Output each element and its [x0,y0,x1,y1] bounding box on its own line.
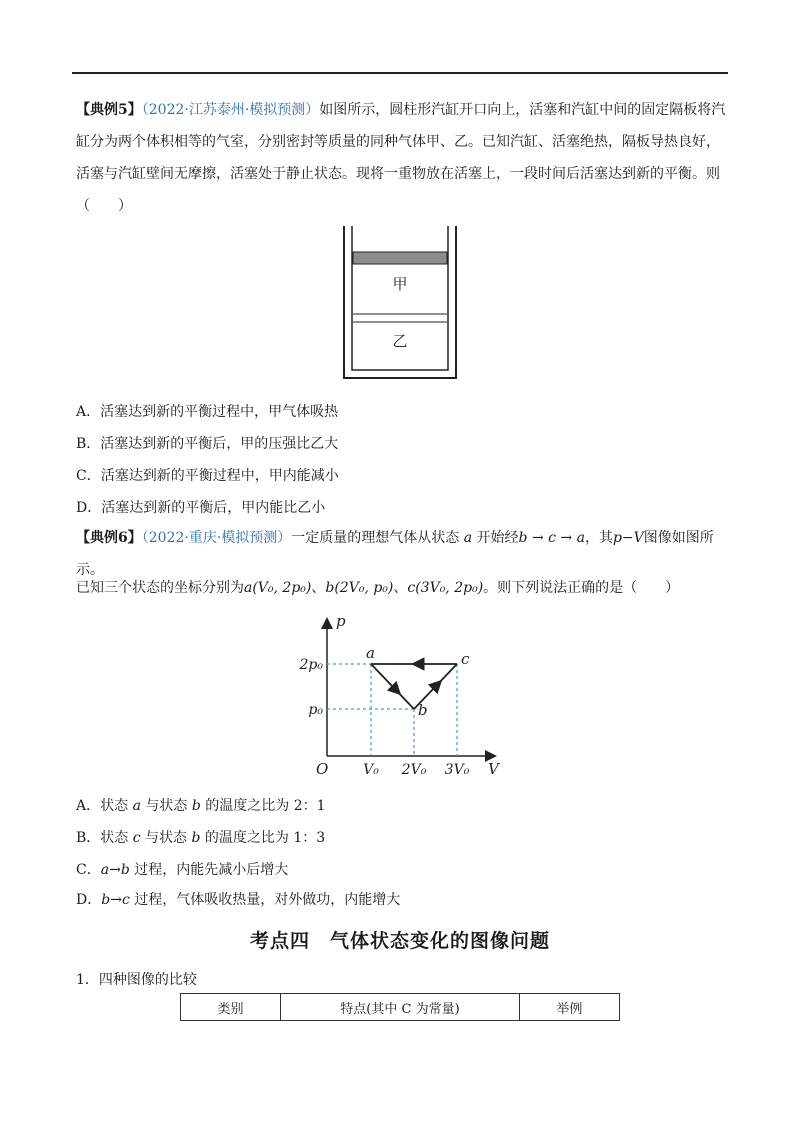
cylinder-outer-wall [344,226,456,378]
cylinder-figure [330,222,470,382]
example5-source: （2022·江苏泰州·模拟预测） [141,102,320,118]
point-c-label: c [461,650,470,668]
example6-option-a [76,796,326,816]
opt-c-v2: b [120,862,130,878]
tick-2v0: 2V₀ [401,762,427,778]
example6-state-a: a [463,530,473,546]
opt-b-mid: 与状态 [140,830,192,846]
arrow-b-to-c [431,684,438,691]
gas-label-upper: 甲 [392,275,408,293]
example6-stem-b: 开始经 [476,530,519,546]
tick-v0: V₀ [363,762,379,778]
example6-line2 [76,572,736,604]
opt-c-pre: C． [76,862,101,878]
opt-d-v2: c [121,892,130,908]
guide-lines [327,664,457,756]
example6-stem-d: 图像如图所示。 [76,530,714,578]
example5-option-b: B．活塞达到新的平衡后，甲的压强比乙大 [76,436,339,452]
example5-text1: 如图所示，圆柱形汽缸开口向上，活塞和汽缸中间的固定隔板将汽 [319,102,726,118]
table-header-features: 特点(其中 C 为常量) [281,994,520,1021]
example5-option-a: A．活塞达到新的平衡过程中，甲气体吸热 [76,404,339,420]
coord-a: a(V₀, 2p₀) [244,580,312,596]
sep-2: 、 [393,580,408,596]
example6-source: （2022·重庆·模拟预测） [141,530,292,546]
tick-2p0: 2p₀ [299,657,323,673]
opt-b-v2: b [191,830,201,846]
example6-tag: 【典例6】 [76,530,142,546]
opt-a-post: 的温度之比为 2：1 [200,798,326,814]
tick-p0: p₀ [308,702,323,718]
opt-a-v2: b [191,798,201,814]
opt-a-pre: A．状态 [76,798,133,814]
opt-b-v1: c [132,830,141,846]
example5-line2: 缸分为两个体积相等的气室，分别密封等质量的同种气体甲、乙。已知汽缸、活塞绝热，隔板导热良好， [76,134,720,150]
example5-paren: （ ） [76,198,132,214]
point-b-label: b [418,701,428,719]
opt-a-v1: a [132,798,141,814]
example5-option-d: D．活塞达到新的平衡后，甲内能比乙小 [76,500,326,516]
tick-3v0: 3V₀ [444,762,470,778]
example6-line2-a: 已知三个状态的坐标分别为 [76,580,244,596]
section-item-1: 1．四种图像的比较 [76,972,197,988]
opt-b-pre: B．状态 [76,830,133,846]
sep-1: 、 [311,580,326,596]
section-heading: 考点四 气体状态变化的图像问题 [249,930,550,952]
piston [353,252,447,264]
example6-option-b [76,828,325,848]
opt-b-post: 的温度之比为 1：3 [200,830,326,846]
arrow-a-to-b [390,684,397,691]
example5-line3: 活塞与汽缸壁间无摩擦，活塞处于静止状态。现将一重物放在活塞上，一段时间后活塞达到新的平衡。则 [76,166,720,182]
example5-line1 [76,94,736,126]
opt-c-post: 过程，内能先减小后增大 [129,862,289,878]
p-axis-label: p [336,612,346,630]
table-header-examples: 举例 [519,994,619,1021]
example6-option-c [76,860,288,880]
example6-stem-c: ，其 [584,530,613,546]
example6-pv: p−V [612,530,644,546]
point-a-label: a [366,644,375,662]
example6-stem-a: 一定质量的理想气体从状态 [291,530,460,546]
process-triangle [371,664,457,709]
table-header-category: 类别 [181,994,281,1021]
example5-tag: 【典例5】 [76,102,142,118]
opt-d-mid: → [110,892,122,908]
example6-option-d [76,890,400,910]
opt-c-v1: a [100,862,110,878]
v-axis-label: V [488,760,499,778]
opt-d-post: 过程，气体吸收热量，对外做功，内能增大 [129,892,401,908]
coord-c: c(3V₀, 2p₀) [407,580,484,596]
origin-label: O [316,760,329,778]
table-header-row [181,994,620,1021]
gas-label-lower: 乙 [392,332,408,350]
example6-process: b → c → a [518,530,585,546]
opt-c-mid: → [109,862,121,878]
pv-graph [290,612,510,782]
opt-d-pre: D． [76,892,102,908]
example5-option-c: C．活塞达到新的平衡过程中，甲内能减小 [76,468,339,484]
top-rule [72,72,728,74]
example6-line2-b: 。则下列说法正确的是（ ） [483,580,680,596]
opt-d-v1: b [101,892,111,908]
comparison-table [180,993,620,1021]
opt-a-mid: 与状态 [140,798,192,814]
coord-b: b(2V₀, p₀) [325,580,394,596]
